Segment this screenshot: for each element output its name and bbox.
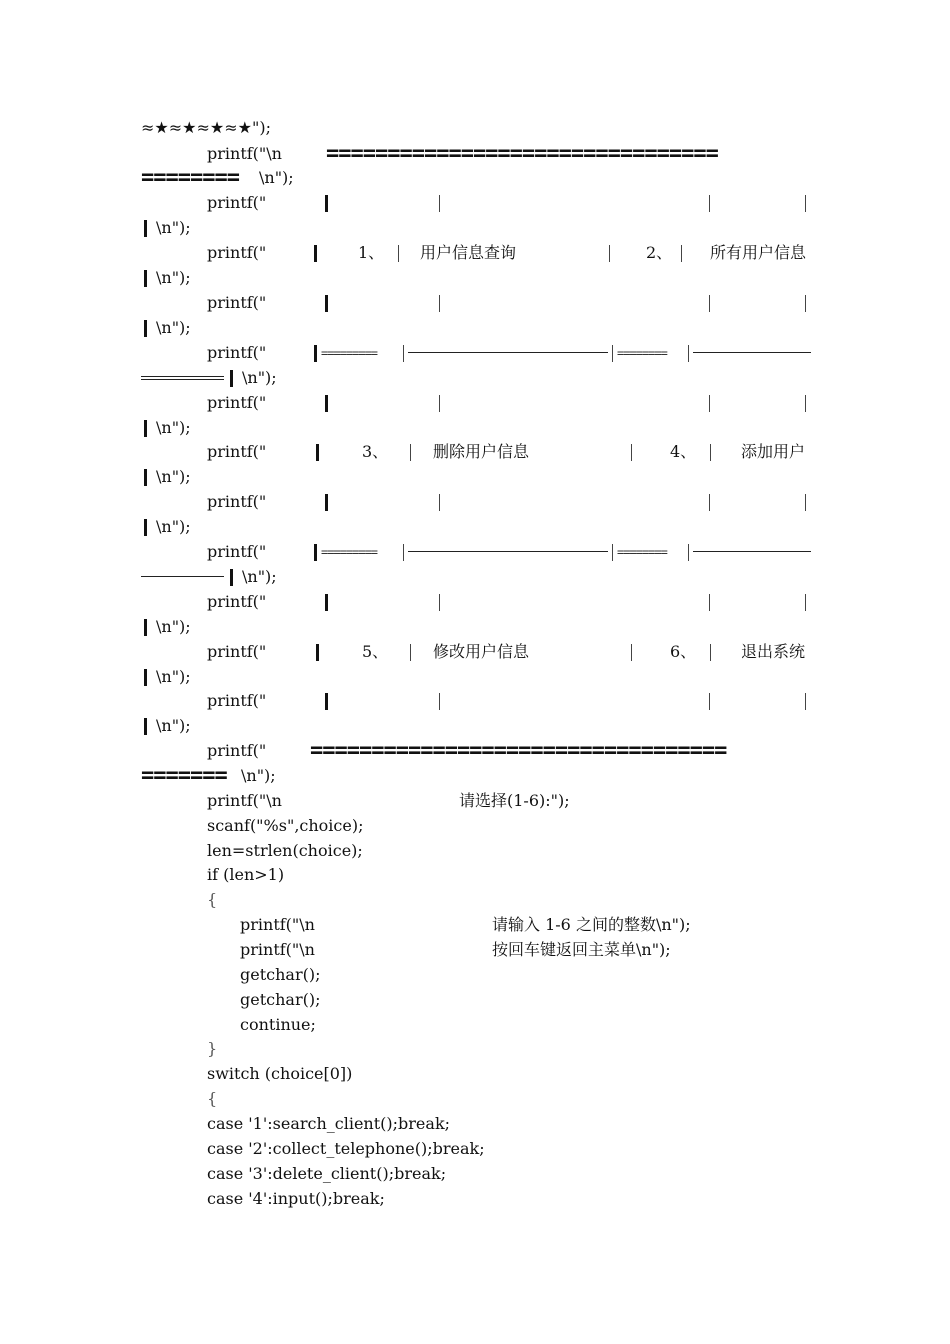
menu-label-exit: 退出系统	[741, 642, 806, 661]
separator-line-cont	[141, 376, 224, 377]
box-divider	[681, 245, 682, 262]
code-line-getchar: getchar();	[240, 965, 321, 984]
code-line-printf-top: printf("\n	[207, 144, 282, 163]
box-border-left	[325, 295, 328, 312]
box-divider	[709, 693, 710, 710]
box-divider	[710, 644, 711, 661]
box-divider	[439, 693, 440, 710]
box-divider	[609, 245, 610, 262]
box-border-left	[316, 644, 319, 661]
code-line-printf: printf("	[207, 492, 267, 511]
code-line-printf: printf("	[207, 193, 267, 212]
menu-number-2: 2、	[646, 243, 673, 262]
box-border-right	[144, 420, 147, 437]
code-brace-open: {	[207, 890, 218, 909]
code-line-prompt-text: 请选择(1-6):");	[459, 791, 570, 810]
separator-equals: ========	[617, 545, 667, 559]
code-line-close: \n");	[156, 716, 191, 735]
menu-number-5: 5、	[362, 642, 389, 661]
box-divider	[612, 544, 613, 561]
box-divider	[709, 395, 710, 412]
menu-label-search: 用户信息查询	[420, 243, 517, 262]
code-line-close: \n");	[156, 318, 191, 337]
box-divider	[709, 195, 710, 212]
code-line-close: \n");	[156, 418, 191, 437]
box-border-left	[316, 444, 319, 461]
code-line-printf-return: printf("\n	[240, 940, 315, 959]
box-border-left	[314, 544, 317, 561]
code-line-printf: printf("	[207, 691, 267, 710]
box-border-right	[144, 320, 147, 337]
double-rule-bottom-cont: =======	[141, 766, 227, 786]
code-line-close: \n");	[156, 467, 191, 486]
double-rule-top-cont: ========	[141, 168, 239, 188]
code-line-case-1: case '1':search_client();break;	[207, 1114, 451, 1133]
code-line-printf: printf("	[207, 442, 267, 461]
code-line-printf: printf("	[207, 642, 267, 661]
code-line-printf: printf("	[207, 592, 267, 611]
code-line-close: \n");	[156, 667, 191, 686]
box-divider	[410, 444, 411, 461]
box-divider	[805, 494, 806, 511]
box-border-left	[325, 693, 328, 710]
box-divider	[688, 345, 689, 362]
double-rule-bottom: ==================================	[310, 741, 727, 761]
code-line-printf-error-text: 请输入 1-6 之间的整数\n");	[492, 915, 691, 934]
menu-number-4: 4、	[670, 442, 697, 461]
separator-line-cont	[141, 576, 224, 577]
separator-line-cont	[141, 379, 224, 380]
box-divider	[709, 295, 710, 312]
box-divider	[688, 544, 689, 561]
menu-label-modify: 修改用户信息	[433, 642, 530, 661]
code-line-strlen: len=strlen(choice);	[207, 841, 363, 860]
code-line-close: \n");	[241, 766, 276, 785]
separator-equals: =========	[321, 545, 378, 559]
box-divider	[439, 395, 440, 412]
box-divider	[439, 295, 440, 312]
code-line-printf-error: printf("\n	[240, 915, 315, 934]
separator-line	[408, 352, 608, 353]
code-line-prompt: printf("\n	[207, 791, 282, 810]
box-border-right	[144, 669, 147, 686]
box-divider	[403, 345, 404, 362]
box-border-left	[325, 195, 328, 212]
menu-label-delete: 删除用户信息	[433, 442, 530, 461]
code-line-switch: switch (choice[0])	[207, 1064, 353, 1083]
separator-line	[408, 551, 608, 552]
menu-label-all-users: 所有用户信息	[710, 243, 807, 262]
code-line-close: \n");	[156, 268, 191, 287]
separator-line	[693, 352, 811, 353]
separator-equals: =========	[321, 346, 378, 360]
separator-line	[693, 551, 811, 552]
box-border-right	[230, 370, 233, 387]
box-border-right	[144, 270, 147, 287]
menu-number-6: 6、	[670, 642, 697, 661]
box-divider	[631, 444, 632, 461]
box-border-right	[144, 469, 147, 486]
code-line-printf: printf("	[207, 343, 267, 362]
box-divider	[410, 644, 411, 661]
box-border-left	[314, 345, 317, 362]
box-border-right	[144, 619, 147, 636]
box-border-right	[230, 569, 233, 586]
code-line-close: \n");	[242, 368, 277, 387]
code-brace-open: {	[207, 1089, 218, 1108]
box-divider	[710, 444, 711, 461]
box-divider	[805, 195, 806, 212]
code-line-printf: printf("	[207, 293, 267, 312]
code-line-case-2: case '2':collect_telephone();break;	[207, 1139, 485, 1158]
code-line-getchar: getchar();	[240, 990, 321, 1009]
code-line-printf: printf("	[207, 542, 267, 561]
box-divider	[805, 295, 806, 312]
code-line-close: \n");	[259, 168, 294, 187]
code-line-continue: continue;	[240, 1015, 316, 1034]
box-border-left	[314, 245, 317, 262]
box-divider	[631, 644, 632, 661]
box-divider	[439, 494, 440, 511]
box-border-left	[325, 594, 328, 611]
menu-label-add-user: 添加用户	[741, 442, 806, 461]
code-line-close: \n");	[156, 617, 191, 636]
box-divider	[612, 345, 613, 362]
code-line-scanf: scanf("%s",choice);	[207, 816, 364, 835]
double-rule-top: ================================	[326, 144, 718, 164]
box-divider	[398, 245, 399, 262]
box-border-left	[325, 494, 328, 511]
box-border-right	[144, 220, 147, 237]
box-divider	[403, 544, 404, 561]
box-border-right	[144, 718, 147, 735]
code-line-close: \n");	[156, 218, 191, 237]
box-divider	[805, 693, 806, 710]
box-border-left	[325, 395, 328, 412]
box-divider	[439, 594, 440, 611]
code-line-case-3: case '3':delete_client();break;	[207, 1164, 447, 1183]
code-line-case-4: case '4':input();break;	[207, 1189, 385, 1208]
code-brace-close: }	[207, 1039, 218, 1058]
box-divider	[709, 594, 710, 611]
code-line-printf: printf("	[207, 393, 267, 412]
code-line-printf: printf("	[207, 741, 267, 760]
code-line-printf: printf("	[207, 243, 267, 262]
box-border-right	[144, 519, 147, 536]
box-divider	[709, 494, 710, 511]
code-line-close: \n");	[242, 567, 277, 586]
code-line-printf-return-text: 按回车键返回主菜单\n");	[492, 940, 671, 959]
code-line-close: \n");	[156, 517, 191, 536]
menu-number-3: 3、	[362, 442, 389, 461]
box-divider	[439, 195, 440, 212]
code-line-stars: ≈★≈★≈★≈★");	[141, 118, 271, 137]
separator-equals: ========	[617, 346, 667, 360]
menu-number-1: 1、	[358, 243, 385, 262]
code-line-if: if (len>1)	[207, 865, 285, 884]
box-divider	[805, 594, 806, 611]
box-divider	[805, 395, 806, 412]
